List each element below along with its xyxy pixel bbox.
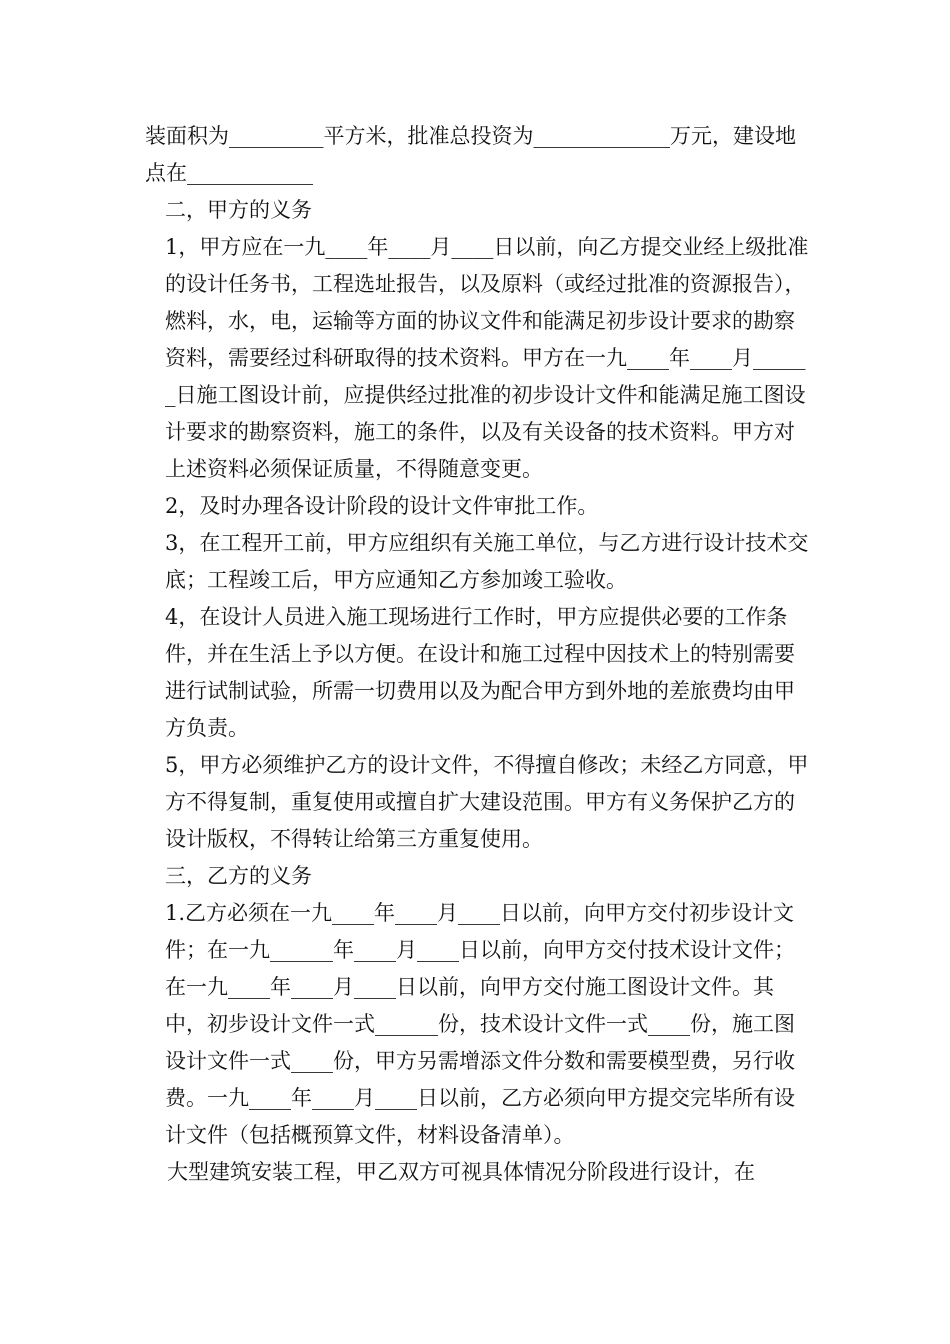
paragraph-large-projects: 大型建筑安装工程，甲乙双方可视具体情况分阶段进行设计，在 <box>167 1160 755 1184</box>
contract-body <box>145 118 813 1191</box>
section-heading-party-a-obligations: 二，甲方的义务 <box>165 198 312 222</box>
paragraph-party-a-item-1: 1，甲方应在一九____年____月____日以前，向乙方提交业经上级批准的设计任务书，工程选址报告，以及原料（或经过批准的资源报告），燃料，水，电，运输等方面的协议文件和能满足初步设计要求的勘察资料，需要经过科研取得的技术资料。甲方在一九____年____月______日施工图设计前，应提供经过批准的初步设计文件和能满足施工图设计要求的勘察资料，施工的条件，以及有关设备的技术资料。甲方对上述资料必须保证质量，不得随意变更。 <box>165 235 809 481</box>
paragraph-party-a-item-5: 5，甲方必须维护乙方的设计文件，不得擅自修改；未经乙方同意，甲方不得复制，重复使用或擅自扩大建设范围。甲方有义务保护乙方的设计版权，不得转让给第三方重复使用。 <box>165 753 809 851</box>
paragraph-area-investment-location: 装面积为_________平方米，批准总投资为_____________万元，建设地点在____________ <box>145 124 796 185</box>
paragraph-party-b-item-1: 1.乙方必须在一九____年____月____日以前，向甲方交付初步设计文件；在一九______年____月____日以前，向甲方交付技术设计文件；在一九____年____月____日以前，向甲方交付施工图设计文件。其中，初步设计文件一式______份，技术设计文件一式____份，施工图设计文件一式____份，甲方另需增添文件分数和需要模型费，另行收费。一九____年____月____日以前，乙方必须向甲方提交完毕所有设计文件（包括概预算文件，材料设备清单）。 <box>165 901 795 1147</box>
paragraph-party-a-item-2: 2，及时办理各设计阶段的设计文件审批工作。 <box>165 494 599 518</box>
paragraph-party-a-item-3: 3，在工程开工前，甲方应组织有关施工单位，与乙方进行设计技术交底；工程竣工后，甲方应通知乙方参加竣工验收。 <box>165 531 809 592</box>
section-heading-party-b-obligations: 三，乙方的义务 <box>165 864 312 888</box>
paragraph-party-a-item-4: 4，在设计人员进入施工现场进行工作时，甲方应提供必要的工作条件，并在生活上予以方便。在设计和施工过程中因技术上的特别需要进行试制试验，所需一切费用以及为配合甲方到外地的差旅费均由甲方负责。 <box>165 605 795 740</box>
